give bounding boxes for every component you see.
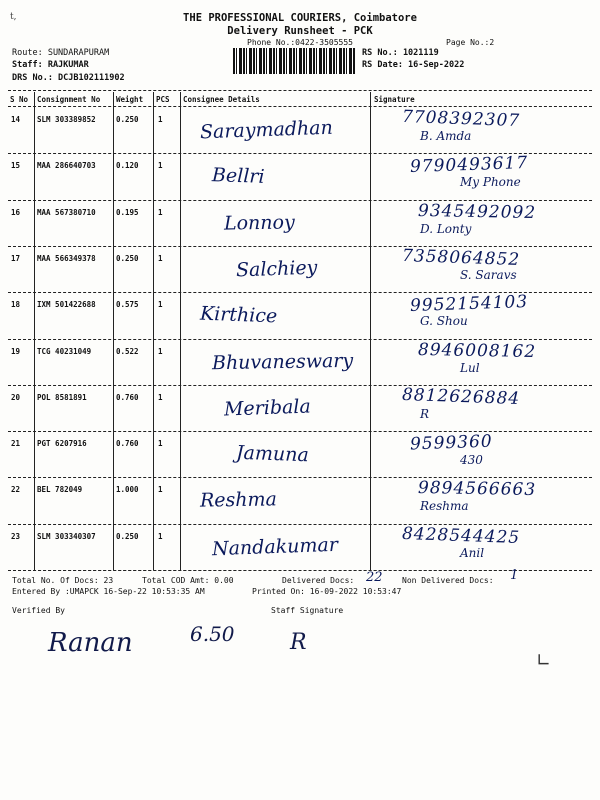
row-signature-phone: 8946008162: [417, 339, 537, 362]
row-consignee-handwriting: Saraymadhan: [199, 116, 334, 144]
row-consignment-no: MAA 567380710: [37, 207, 96, 217]
row-consignee-handwriting: Reshma: [199, 488, 278, 513]
row-sno: 23: [11, 531, 21, 541]
delivered-docs-value: 22: [366, 570, 383, 585]
row-signature-note: My Phone: [460, 175, 521, 190]
footer-rule: [8, 570, 592, 571]
row-signature-phone: 9599360: [409, 431, 494, 455]
row-signature-note: Anil: [460, 545, 485, 560]
row-weight: 1.000: [116, 485, 139, 495]
total-docs: Total No. Of Docs: 23: [12, 576, 114, 585]
header-bottom-rule: [8, 106, 592, 107]
row-signature-phone: 7358064852: [401, 245, 521, 270]
row-pcs: 1: [158, 115, 163, 124]
verified-by-label: Verified By: [12, 606, 65, 615]
delivered-docs-label: Delivered Docs:: [282, 576, 355, 585]
row-pcs: 1: [158, 392, 163, 402]
row-divider: [8, 339, 592, 340]
row-sno: 15: [11, 161, 21, 171]
route-label: Route: SUNDARAPURAM: [12, 48, 110, 58]
row-sno: 20: [11, 392, 21, 402]
row-sno: 21: [11, 439, 21, 449]
row-consignee-handwriting: Bhuvaneswary: [211, 349, 354, 374]
row-signature-phone: 9790493617: [409, 153, 529, 178]
col-divider: [180, 92, 181, 570]
row-weight: 0.120: [116, 161, 139, 171]
col-header-consignee: Consignee Details: [183, 95, 260, 104]
row-sno: 17: [11, 253, 21, 263]
row-signature-note: Lul: [460, 360, 480, 375]
rs-date: RS Date: 16-Sep-2022: [362, 60, 465, 70]
row-consignment-no: SLM 303340307: [37, 531, 96, 541]
row-consignee-handwriting: Salchiey: [235, 256, 318, 282]
rs-number: RS No.: 1021119: [362, 48, 439, 58]
row-pcs: 1: [158, 161, 163, 171]
row-pcs: 1: [158, 439, 163, 449]
row-consignment-no: BEL 782049: [37, 485, 83, 495]
row-signature-note: D. Lonty: [420, 221, 472, 236]
drs-number: DRS No.: DCJB102111902: [12, 73, 125, 83]
col-divider: [153, 92, 154, 570]
row-signature-note: G. Shou: [420, 314, 468, 329]
row-signature-phone: 9952154103: [409, 292, 529, 317]
header-top-rule: [8, 90, 592, 91]
row-divider: [8, 431, 592, 432]
row-sno: 16: [11, 207, 21, 217]
row-consignment-no: POL 8581891: [37, 392, 87, 402]
row-sno: 19: [11, 346, 21, 356]
barcode: [233, 48, 355, 74]
row-pcs: 1: [158, 253, 163, 263]
row-signature-note: 430: [460, 453, 483, 468]
row-divider: [8, 246, 592, 247]
check-mark: ∟: [536, 650, 552, 671]
row-weight: 0.250: [116, 115, 139, 124]
row-pcs: 1: [158, 300, 163, 310]
col-header-weight: Weight: [116, 95, 144, 104]
row-consignment-no: SLM 303389852: [37, 115, 96, 124]
company-name: THE PROFESSIONAL COURIERS, Coimbatore: [183, 12, 417, 24]
total-cod: Total COD Amt: 0.00: [142, 576, 234, 585]
row-signature-phone: 8428544425: [401, 523, 521, 548]
staff-signature: R: [290, 630, 307, 655]
row-consignment-no: TCG 40231049: [37, 346, 92, 356]
row-pcs: 1: [158, 531, 163, 541]
page-number: Page No.:2: [446, 38, 495, 47]
col-divider: [34, 92, 35, 570]
col-divider: [370, 92, 371, 570]
row-consignment-no: MAA 566349378: [37, 253, 96, 263]
row-consignment-no: MAA 286640703: [37, 161, 96, 171]
col-header-pcs: PCS: [156, 95, 170, 104]
row-pcs: 1: [158, 207, 163, 217]
row-signature-note: Reshma: [420, 499, 469, 514]
row-consignment-no: IXM 501422688: [37, 300, 96, 310]
staff-label: Staff: RAJKUMAR: [12, 60, 89, 70]
row-signature-note: B. Amda: [420, 129, 472, 143]
row-weight: 0.250: [116, 253, 139, 263]
row-pcs: 1: [158, 346, 163, 356]
row-consignee-handwriting: Kirthice: [199, 302, 278, 328]
entered-by: Entered By :UMAPCK 16-Sep-22 10:53:35 AM: [12, 587, 205, 596]
row-signature-phone: 9345492092: [417, 200, 537, 223]
col-header-sno: S No: [10, 95, 29, 104]
row-weight: 0.250: [116, 531, 139, 541]
row-sno: 22: [11, 485, 21, 495]
printed-on: Printed On: 16-09-2022 10:53:47: [252, 587, 402, 596]
row-consignee-handwriting: Meribala: [223, 395, 312, 421]
non-delivered-value: 1: [510, 568, 519, 583]
row-signature-note: S. Saravs: [460, 267, 517, 282]
row-signature-note: R: [420, 406, 430, 421]
row-consignee-handwriting: Nandakumar: [211, 533, 339, 560]
row-sno: 18: [11, 300, 21, 310]
row-signature-phone: 8812626884: [401, 384, 521, 409]
corner-mark: t,: [10, 12, 17, 22]
row-consignee-handwriting: Jamuna: [235, 441, 310, 467]
row-weight: 0.522: [116, 346, 139, 356]
row-divider: [8, 200, 592, 201]
col-divider: [113, 92, 114, 570]
verified-signature: Ranan: [48, 628, 133, 658]
row-pcs: 1: [158, 485, 163, 495]
row-signature-phone: 9894566663: [417, 478, 537, 501]
row-weight: 0.760: [116, 439, 139, 449]
col-header-consignment: Consignment No: [37, 95, 101, 104]
sheet-title: Delivery Runsheet - PCK: [227, 25, 373, 37]
staff-signature-label: Staff Signature: [271, 606, 344, 615]
row-weight: 0.575: [116, 300, 139, 310]
row-divider: [8, 524, 592, 525]
row-weight: 0.760: [116, 392, 139, 402]
phone-number: Phone No.:0422-3505555: [247, 38, 353, 47]
row-divider: [8, 477, 592, 478]
non-delivered-label: Non Delivered Docs:: [402, 576, 494, 585]
row-weight: 0.195: [116, 207, 139, 217]
row-consignment-no: PGT 6207916: [37, 439, 87, 449]
row-consignee-handwriting: Bellri: [211, 164, 265, 189]
row-consignee-handwriting: Lonnoy: [223, 210, 295, 235]
time-note: 6.50: [190, 622, 235, 646]
row-signature-phone: 7708392307: [401, 106, 521, 132]
row-sno: 14: [11, 115, 21, 124]
row-divider: [8, 385, 592, 386]
col-header-signature: Signature: [374, 95, 415, 104]
